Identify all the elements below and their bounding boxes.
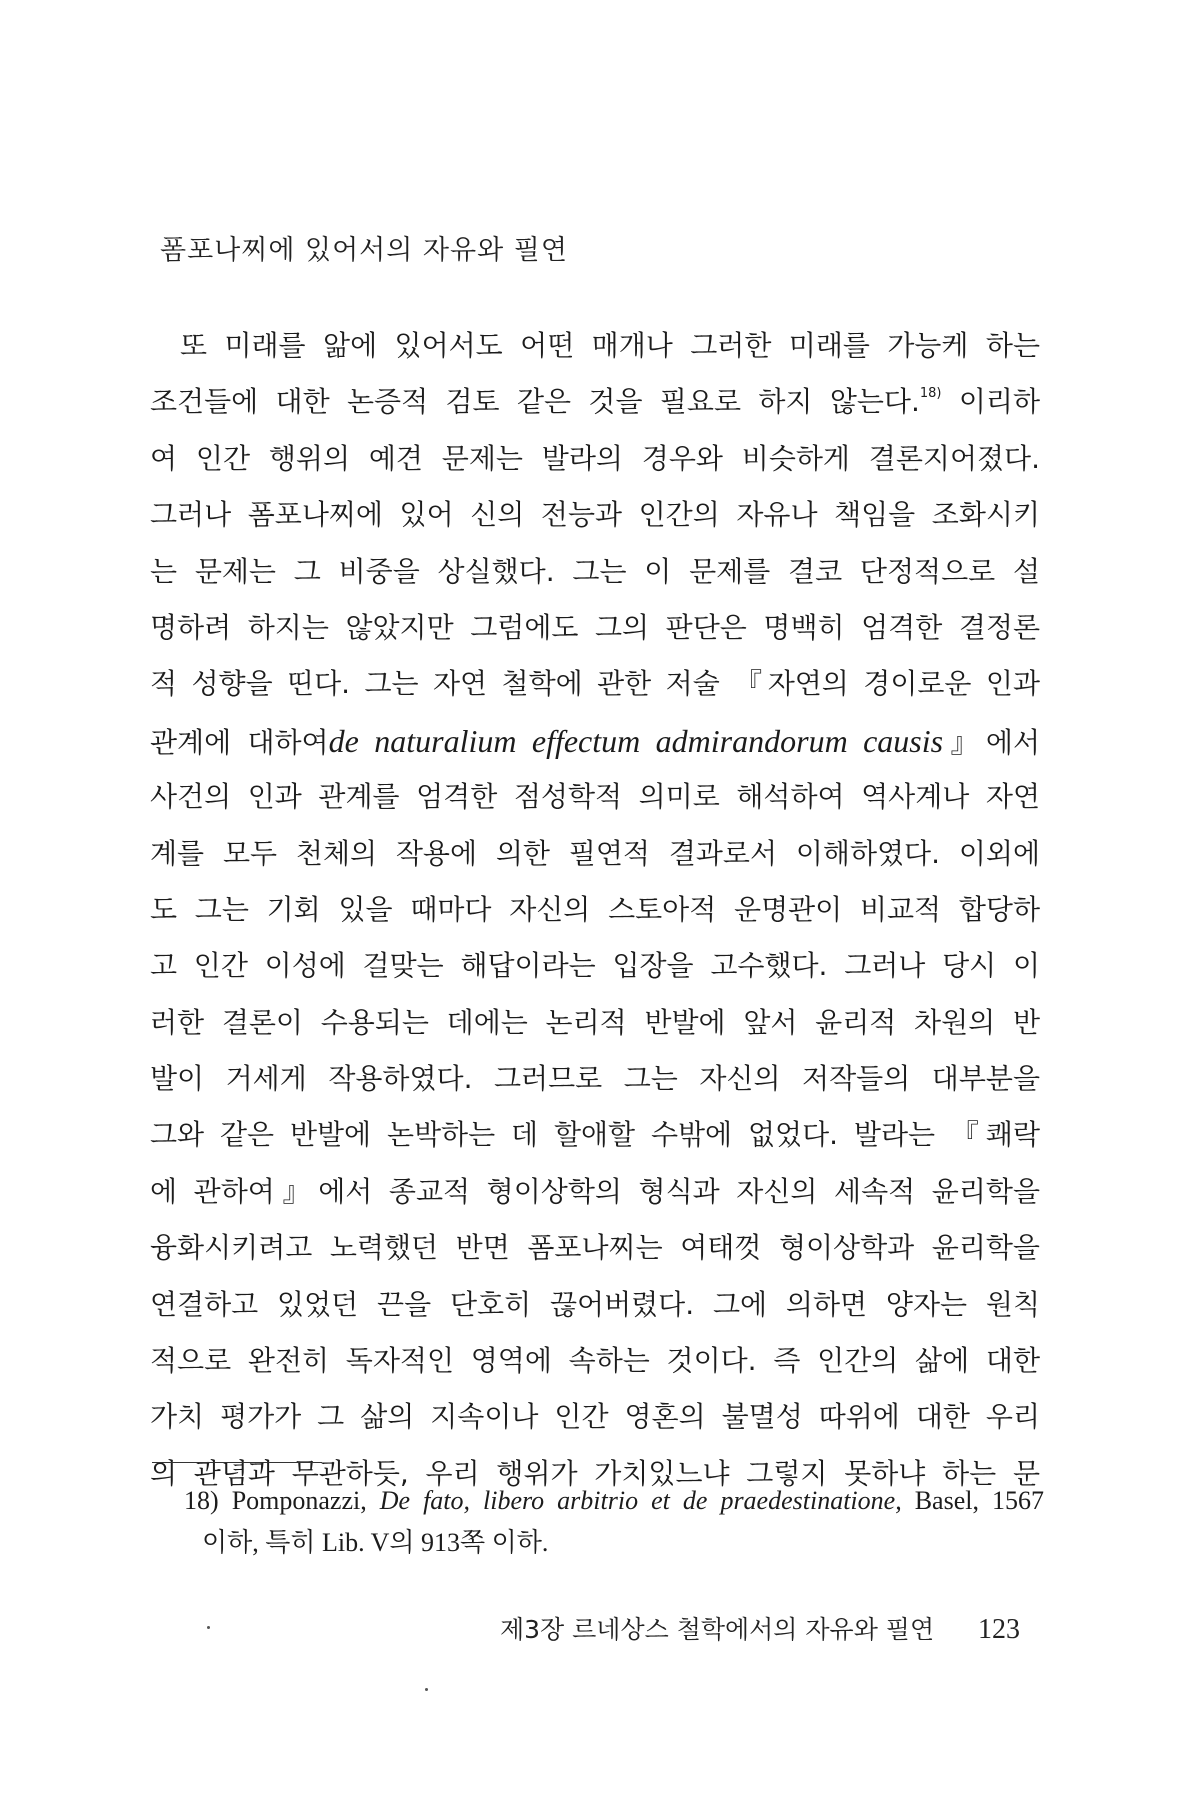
text-line-main: 조건들에 대한 논증적 검토 같은 것을 필요로 하지 않는다. xyxy=(150,385,920,419)
text-line: 가치 평가가 그 삶의 지속이나 인간 영혼의 불멸성 따위에 대한 우리 xyxy=(150,1400,1040,1434)
page-footer xyxy=(500,1610,1020,1646)
footnote-author: Pomponazzi, xyxy=(231,1486,367,1515)
footnote-reference[interactable]: 18) xyxy=(919,386,942,402)
running-head: 폼포나찌에 있어서의 자유와 필연 xyxy=(160,235,568,266)
latin-title: de naturalium effectum admirandorum causis xyxy=(328,722,944,759)
text-line: 적으로 완전히 독자적인 영역에 속하는 것이다. 즉 인간의 삶에 대한 xyxy=(150,1344,1040,1378)
footnote-title: De fato, libero arbitrio et de praedestinatione, xyxy=(379,1486,902,1515)
text-line: 계를 모두 천체의 작용에 의한 필연적 결과로서 이해하였다. 이외에 xyxy=(150,836,1040,870)
text-line: 또 미래를 앎에 있어서도 어떤 매개나 그러한 미래를 가능케 하는 xyxy=(180,329,1040,362)
text-line: 발이 거세게 작용하였다. 그러므로 그는 자신의 저작들의 대부분을 xyxy=(150,1062,1040,1096)
text-line: 고 인간 이성에 걸맞는 해답이라는 입장을 고수했다. 그러나 당시 이 xyxy=(150,949,1040,983)
text-line xyxy=(150,713,1040,769)
page-number: 123 xyxy=(978,1614,1020,1645)
text-line: 에 관하여』에서 종교적 형이상학의 형식과 자신의 세속적 윤리학을 xyxy=(150,1174,1040,1208)
text-line: 그러나 폼포나찌에 있어 신의 전능과 인간의 자유나 책임을 조화시키 xyxy=(150,498,1040,532)
footnote xyxy=(184,1480,1044,1564)
text-line: 의 관념과 무관하듯, 우리 행위가 가치있느냐 그렇지 못하냐 하는 문 xyxy=(150,1456,1040,1490)
text-line: 명하려 하지는 않았지만 그럼에도 그의 판단은 명백히 엄격한 결정론 xyxy=(150,610,1040,644)
text-line-main: 관계에 대하여 xyxy=(150,725,329,759)
footnote-divider xyxy=(152,1462,322,1463)
text-line: 융화시키려고 노력했던 반면 폼포나찌는 여태껏 형이상학과 윤리학을 xyxy=(150,1231,1040,1265)
text-line: 사건의 인과 관계를 엄격한 점성학적 의미로 해석하여 역사계나 자연 xyxy=(150,780,1040,814)
footnote-number: 18) xyxy=(184,1486,219,1515)
chapter-title: 제3장 르네상스 철학에서의 자유와 필연 xyxy=(500,1615,935,1644)
text-line: 그와 같은 반발에 논박하는 데 할애할 수밖에 없었다. 발라는 『쾌락 xyxy=(150,1118,1040,1152)
text-line: 는 문제는 그 비중을 상실했다. 그는 이 문제를 결코 단정적으로 설 xyxy=(150,554,1040,588)
footnote-place: Basel, 1567 xyxy=(914,1486,1044,1515)
scan-speck xyxy=(425,1688,428,1691)
text-line: 연결하고 있었던 끈을 단호히 끊어버렸다. 그에 의하면 양자는 원칙 xyxy=(150,1287,1040,1321)
text-line-tail: 이리하 xyxy=(941,385,1040,419)
footnote-line: 이하, 특히 Lib. V의 913쪽 이하. xyxy=(202,1528,549,1557)
text-line: 도 그는 기회 있을 때마다 자신의 스토아적 운명관이 비교적 합당하 xyxy=(150,892,1040,926)
text-line: 적 성향을 띤다. 그는 자연 철학에 관한 저술 『자연의 경이로운 인과 xyxy=(150,667,1040,701)
text-line: 러한 결론이 수용되는 데에는 논리적 반발에 앞서 윤리적 차원의 반 xyxy=(150,1005,1040,1039)
text-line xyxy=(150,374,1040,430)
scan-speck xyxy=(207,1626,210,1629)
footnote-line xyxy=(184,1480,1044,1522)
body-text xyxy=(150,318,1040,1502)
text-line-tail: 』에서 xyxy=(943,725,1040,759)
text-line: 여 인간 행위의 예견 문제는 발라의 경우와 비슷하게 결론지어졌다. xyxy=(150,441,1040,475)
